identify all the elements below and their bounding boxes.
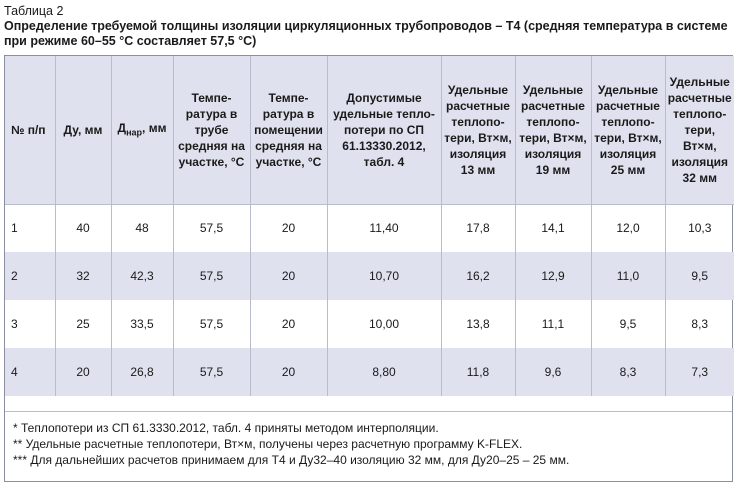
table-row (5, 348, 734, 396)
header-ins-25: Удельные расчетные теплопо-тери, Вт×м, изоляция 25 мм (591, 56, 665, 204)
cell-du: 20 (55, 348, 111, 396)
header-ins-32: Удельные расчетные теплопо-тери, Вт×м, изоляция 32 мм (665, 56, 734, 204)
cell-dnar: 48 (111, 204, 173, 252)
table-footnotes (5, 411, 732, 468)
header-dnar-main: Д (117, 120, 127, 135)
cell-t-pipe: 57,5 (173, 348, 250, 396)
cell-ins-13: 16,2 (441, 252, 515, 300)
footnote: *** Для дальнейших расчетов принимаем для Т4 и Ду32–40 изоляцию 32 мм, для Ду20–25 – 25 мм. (13, 453, 570, 467)
header-num: № п/п (5, 56, 55, 204)
table-caption (4, 4, 734, 49)
table-row (5, 300, 734, 348)
cell-ins-25: 8,3 (591, 348, 665, 396)
header-dnar-sub: нар (126, 126, 143, 137)
table-row (5, 252, 734, 300)
table-title: Определение требуемой толщины изоляции циркуляционных трубопроводов – Т4 (средняя температура в системе при режиме 60–55 °С составляет 57,5 °С) (4, 19, 728, 48)
cell-dnar: 26,8 (111, 348, 173, 396)
cell-t-pipe: 57,5 (173, 300, 250, 348)
cell-num: 3 (5, 300, 55, 348)
cell-ins-13: 13,8 (441, 300, 515, 348)
cell-allowed: 10,70 (327, 252, 441, 300)
cell-ins-32: 9,5 (691, 269, 709, 283)
header-ins-19: Удельные расчетные теплопо-тери, Вт×м, изоляция 19 мм (515, 56, 591, 204)
cell-ins-13: 11,8 (441, 348, 515, 396)
cell-t-room: 20 (250, 300, 327, 348)
header-t-room: Темпе-ратура в помещении средняя на участке, °С (250, 56, 327, 204)
cell-allowed: 11,40 (327, 204, 441, 252)
table-row (5, 204, 734, 252)
header-du: Ду, мм (55, 56, 111, 204)
insulation-table (5, 56, 734, 396)
cell-dnar: 42,3 (111, 252, 173, 300)
data-table-frame (4, 55, 733, 482)
cell-ins-19: 14,1 (515, 204, 591, 252)
cell-ins-25: 9,5 (591, 300, 665, 348)
cell-ins-19: 12,9 (515, 252, 591, 300)
header-dnar-unit: , мм (142, 120, 167, 135)
cell-ins-19: 9,6 (515, 348, 591, 396)
cell-t-room: 20 (250, 204, 327, 252)
cell-allowed: 10,00 (327, 300, 441, 348)
footnote: ** Удельные расчетные теплопотери, Вт×м, получены через расчетную программу K-FLEX. (13, 437, 523, 451)
cell-ins-19: 11,1 (515, 300, 591, 348)
cell-t-pipe: 57,5 (173, 204, 250, 252)
cell-ins-25: 12,0 (591, 204, 665, 252)
header-row (5, 56, 734, 204)
cell-ins-32: 10,3 (688, 221, 712, 236)
cell-dnar: 33,5 (111, 300, 173, 348)
table-label: Таблица 2 (4, 4, 64, 18)
cell-num: 2 (5, 252, 55, 300)
cell-ins-25: 11,0 (591, 252, 665, 300)
cell-du: 40 (55, 204, 111, 252)
header-t-pipe: Темпе-ратура в трубе средняя на участке, °С (173, 56, 250, 204)
cell-num: 1 (5, 204, 55, 252)
cell-t-room: 20 (250, 348, 327, 396)
header-dnar (111, 56, 173, 204)
cell-allowed: 8,80 (327, 348, 441, 396)
cell-du: 32 (55, 252, 111, 300)
cell-du: 25 (55, 300, 111, 348)
header-ins-13: Удельные расчетные теплопо-тери, Вт×м, изоляция 13 мм (441, 56, 515, 204)
cell-t-room: 20 (250, 252, 327, 300)
cell-num: 4 (5, 348, 55, 396)
cell-ins-32: 7,3 (691, 365, 709, 379)
header-allowed-losses: Допустимые удельные тепло-потери по СП 61.13330.2012, табл. 4 (327, 56, 441, 204)
cell-t-pipe: 57,5 (173, 252, 250, 300)
cell-ins-32: 8,3 (691, 317, 709, 331)
footnote: * Теплопотери из СП 61.3330.2012, табл. 4 приняты методом интерполяции. (13, 421, 439, 435)
cell-ins-13: 17,8 (441, 204, 515, 252)
